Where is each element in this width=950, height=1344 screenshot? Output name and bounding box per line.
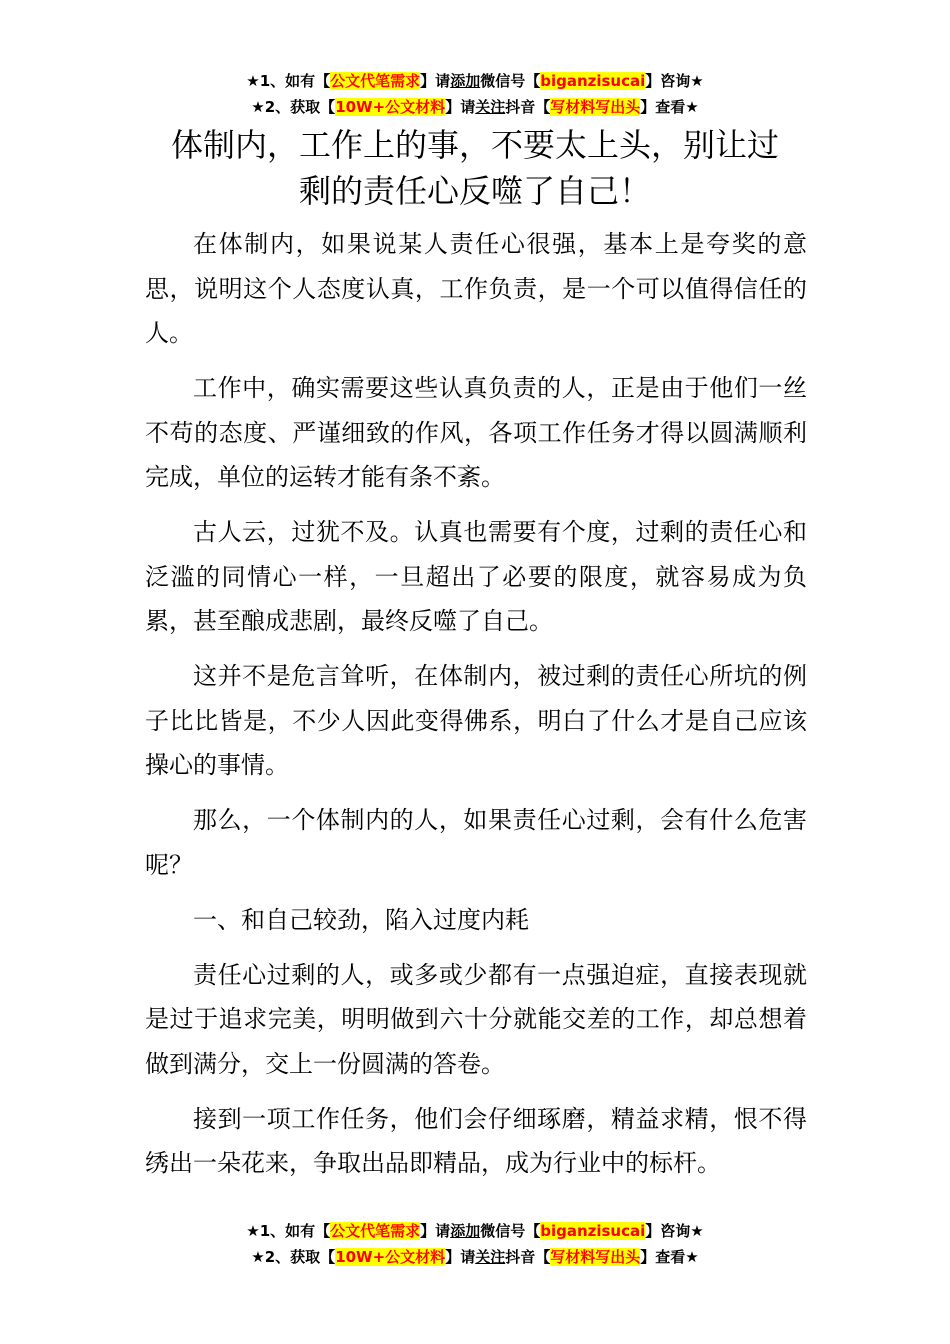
section-heading: 一、和自己较劲，陷入过度内耗	[193, 905, 529, 934]
paragraph: 责任心过剩的人，或多或少都有一点强迫症，直接表现就是过于追求完美，明明做到六十分就能交差的工作，却总想着做到满分，交上一份圆满的答卷。	[145, 960, 807, 1078]
banner-underline: 添加	[450, 1222, 481, 1240]
banner-text: 】请	[445, 1248, 476, 1266]
paragraph: 古人云，过犹不及。认真也需要有个度，过剩的责任心和泛滥的同情心一样，一旦超出了必要的限度，就容易成为负累，甚至酿成悲剧，最终反噬了自己。	[145, 518, 807, 635]
banner-text: 】咨询★	[645, 72, 704, 90]
banner-text: ★2、获取【	[251, 1248, 336, 1266]
banner-highlight: 公文代笔需求	[330, 72, 421, 90]
banner-underline: 关注	[475, 98, 506, 116]
banner-text: ★1、如有【	[246, 72, 331, 90]
article-body	[145, 222, 807, 1196]
banner-text: ★2、获取【	[251, 98, 336, 116]
title-line-2: 剩的责任心反噬了自己！	[298, 172, 651, 210]
banner-text: 抖音【	[505, 98, 551, 116]
paragraph: 在体制内，如果说某人责任心很强，基本上是夸奖的意思，说明这个人态度认真，工作负责，是一个可以值得信任的人。	[145, 230, 807, 347]
banner-highlight: biganzisucai	[540, 72, 646, 90]
banner-line-1	[0, 68, 950, 94]
banner-line-2	[0, 94, 950, 120]
banner-text: 】查看★	[640, 98, 699, 116]
banner-highlight: biganzisucai	[540, 1222, 646, 1240]
banner-underline: 关注	[475, 1248, 506, 1266]
paragraph: 接到一项工作任务，他们会仔细琢磨，精益求精，恨不得绣出一朵花来，争取出品即精品，成为行业中的标杆。	[145, 1104, 807, 1177]
banner-text: 】请	[445, 98, 476, 116]
banner-highlight: 写材料写出头	[550, 1248, 641, 1266]
banner-text: 微信号【	[480, 1222, 541, 1240]
footer-banner	[0, 1218, 950, 1270]
article-title	[145, 122, 805, 214]
banner-text: 】查看★	[640, 1248, 699, 1266]
banner-text: 】请	[420, 1222, 451, 1240]
banner-text: 】咨询★	[645, 1222, 704, 1240]
banner-highlight: 公文代笔需求	[330, 1222, 421, 1240]
banner-text: ★1、如有【	[246, 1222, 331, 1240]
banner-underline: 添加	[450, 72, 481, 90]
header-banner	[0, 68, 950, 120]
banner-line-2	[0, 1244, 950, 1270]
banner-text: 抖音【	[505, 1248, 551, 1266]
paragraph: 那么，一个体制内的人，如果责任心过剩，会有什么危害呢？	[145, 806, 807, 879]
paragraph: 这并不是危言耸听，在体制内，被过剩的责任心所坑的例子比比皆是，不少人因此变得佛系，明白了什么才是自己应该操心的事情。	[145, 662, 807, 779]
title-line-1: 体制内，工作上的事，不要太上头，别让过	[170, 126, 779, 164]
banner-text: 】请	[420, 72, 451, 90]
banner-highlight: 写材料写出头	[550, 98, 641, 116]
paragraph: 工作中，确实需要这些认真负责的人，正是由于他们一丝不苟的态度、严谨细致的作风，各项工作任务才得以圆满顺利完成，单位的运转才能有条不紊。	[145, 374, 807, 491]
banner-text: 微信号【	[480, 72, 541, 90]
banner-highlight: 10W+公文材料	[335, 1248, 446, 1266]
banner-line-1	[0, 1218, 950, 1244]
banner-highlight: 10W+公文材料	[335, 98, 446, 116]
